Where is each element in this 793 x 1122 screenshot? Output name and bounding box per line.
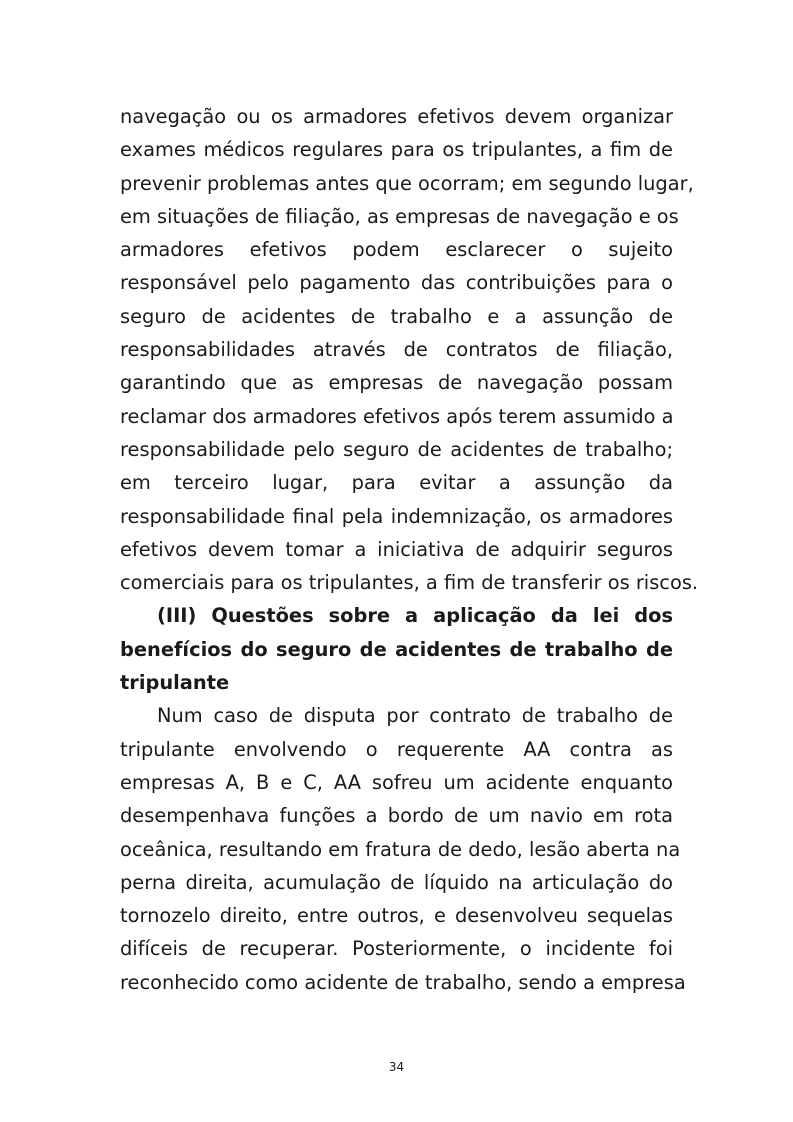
paragraph-case-description [120, 699, 686, 999]
text-line: desempenhava funções a bordo de um navio em rota [120, 804, 673, 828]
text-line: navegação ou os armadores efetivos devem organizar [120, 105, 673, 128]
text-line: seguro de acidentes de trabalho e a assunção de [120, 304, 673, 328]
text-line: garantindo que as empresas de navegação possam [120, 371, 673, 395]
text-line: responsabilidades através de contratos de filiação, [120, 338, 673, 362]
page-body [120, 100, 699, 999]
heading-line: tripulante [120, 671, 230, 695]
text-line: prevenir problemas antes que ocorram; em segundo lugar, [120, 171, 694, 195]
text-line: responsável pelo pagamento das contribuições para o [120, 271, 673, 295]
text-line: comerciais para os tripulantes, a fim de transferir os riscos. [120, 571, 699, 595]
text-line: perna direita, acumulação de líquido na articulação do [120, 870, 673, 894]
text-line: tripulante envolvendo o requerente AA contra as [120, 737, 673, 761]
text-line: tornozelo direito, entre outros, e desenvolveu sequelas [120, 904, 673, 928]
text-line: armadores efetivos podem esclarecer o sujeito [120, 238, 673, 262]
text-line: empresas A, B e C, AA sofreu um acidente enquanto [120, 770, 673, 794]
text-line: Num caso de disputa por contrato de trabalho de [157, 704, 673, 728]
text-line: reconhecido como acidente de trabalho, sendo a empresa [120, 970, 686, 994]
page-number: 34 [388, 1060, 405, 1074]
heading-line: (III) Questões sobre a aplicação da lei dos [157, 604, 673, 628]
text-line: oceânica, resultando em fratura de dedo, lesão aberta na [120, 837, 681, 861]
text-line: reclamar dos armadores efetivos após terem assumido a [120, 404, 674, 428]
heading-line: benefícios do seguro de acidentes de trabalho de [120, 637, 673, 661]
section-heading [120, 599, 673, 699]
text-line: em situações de filiação, as empresas de navegação e os [120, 204, 679, 228]
text-line: difíceis de recuperar. Posteriormente, o incidente foi [120, 937, 673, 961]
text-line: exames médicos regulares para os tripulantes, a fim de [120, 138, 673, 162]
text-line: responsabilidade final pela indemnização, os armadores [120, 504, 673, 528]
text-line: responsabilidade pelo seguro de acidentes de trabalho; [120, 437, 673, 461]
text-line: em terceiro lugar, para evitar a assunção da [120, 471, 673, 495]
paragraph-safety-measures [120, 100, 699, 599]
text-line: efetivos devem tomar a iniciativa de adquirir seguros [120, 537, 673, 561]
